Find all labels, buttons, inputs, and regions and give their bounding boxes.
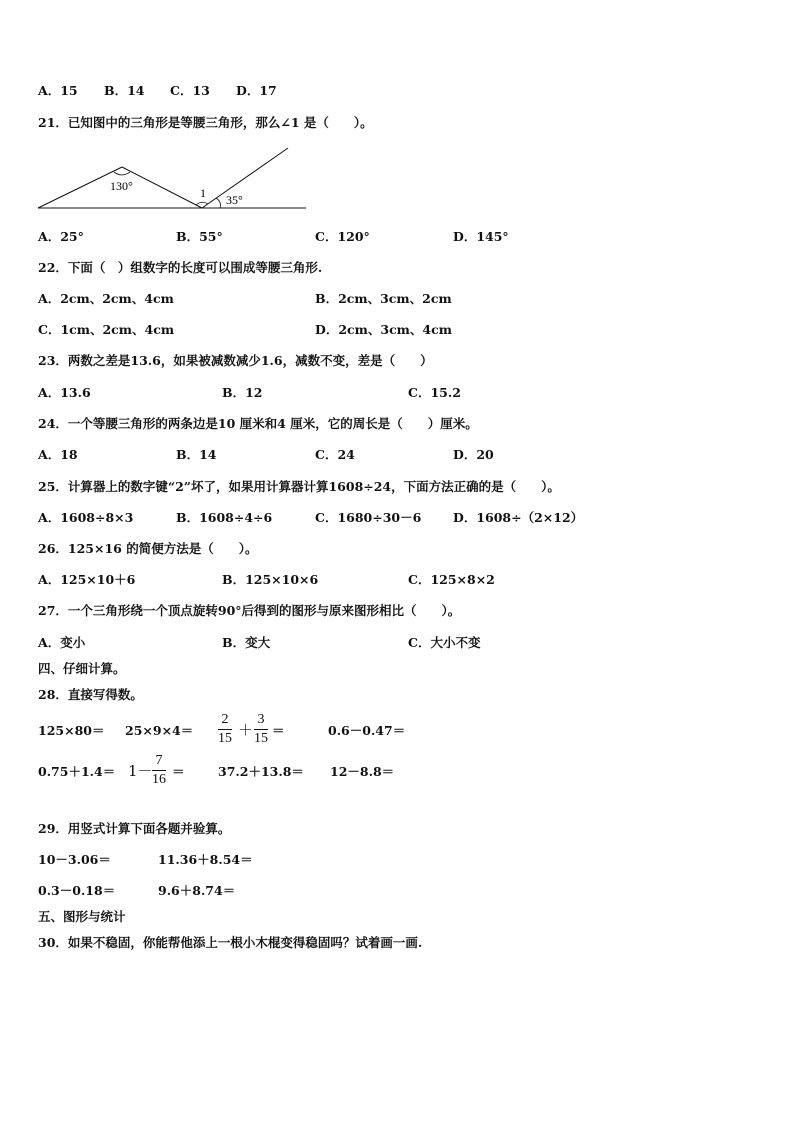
q26-option-b: B．125×10×6 [222,572,319,587]
q26-option-c: C．125×8×2 [408,572,495,587]
right-side [122,167,202,208]
q28-r2-expr-3: 37.2＋13.8＝ [218,764,304,779]
q23-option-c: C．15.2 [408,385,461,400]
q24-option-d: D．20 [453,447,494,462]
q20-option-c: C．13 [170,83,210,98]
q25-stem: 25．计算器上的数字键“2”坏了，如果用计算器计算1608÷24，下面方法正确的是（ ）。 [38,479,560,494]
q25-option-c: C．1680÷30－6 [315,510,422,525]
q25-option-a: A．1608÷8×3 [38,510,134,525]
q30-stem: 30．如果不稳固，你能帮他添上一根小木棍变得稳固吗？试着画一画. [38,935,423,950]
q24-option-a: A．18 [38,447,78,462]
numerator: 7 [155,753,163,768]
q21-option-a: A．25° [38,229,84,244]
q29-item-4: 9.6＋8.74＝ [158,883,236,898]
q28-r1-expr-2: 25×9×4＝ [125,723,194,738]
q29-item-1: 10－3.06＝ [38,852,111,867]
q22-option-d: D．2cm、3cm、4cm [315,322,452,337]
denominator: 16 [152,772,166,787]
q22-option-a: A．2cm、2cm、4cm [38,291,174,306]
equals-sign: ＝ [172,764,185,779]
fraction-bar [152,770,166,771]
fraction-bar [218,729,232,730]
q22-stem: 22．下面（ ）组数字的长度可以围成等腰三角形. [38,260,323,275]
q27-stem: 27．一个三角形绕一个顶点旋转90°后得到的图形与原来图形相比（ ）。 [38,603,461,618]
q20-option-b: B．14 [104,83,145,98]
q22-option-b: B．2cm、3cm、2cm [315,291,452,306]
q26-stem: 26．125×16 的简便方法是（ ）。 [38,541,258,556]
section-4-heading: 四、仔细计算。 [38,661,126,676]
numerator: 3 [257,712,265,727]
q28-r1-fraction-1 [218,712,232,747]
q22-option-c: C．1cm、2cm、4cm [38,322,175,337]
q21-option-b: B．55° [176,229,223,244]
q23-option-b: B．12 [222,385,263,400]
q23-stem: 23．两数之差是13.6，如果被减数减少1.6，减数不变，差是（ ） [38,353,433,368]
q21-stem: 21．已知图中的三角形是等腰三角形，那么∠1 是（ ）。 [38,115,373,130]
q29-stem: 29．用竖式计算下面各题并验算。 [38,821,231,836]
plus-sign: ＋ [238,721,254,739]
angle-arc-top [114,172,130,175]
q26-option-a: A．125×10＋6 [38,572,136,587]
q27-option-c: C．大小不变 [408,635,481,650]
numerator: 2 [221,712,229,727]
angle-label-mid: 1 [200,186,206,200]
q27-option-b: B．变大 [222,635,271,650]
angle-label-top: 130° [110,179,133,193]
q28-r2-expr-1: 0.75＋1.4＝ [38,764,116,779]
equals-sign: ＝ [272,723,285,738]
q28-r1-expr-1: 125×80＝ [38,723,105,738]
q28-r1-fraction-2 [254,712,268,747]
q25-option-b: B．1608÷4÷6 [176,510,273,525]
q25-option-d: D．1608÷（2×12） [453,510,584,525]
fraction-bar [254,729,268,730]
q24-option-c: C．24 [315,447,355,462]
denominator: 15 [254,731,268,746]
q29-item-3: 0.3－0.18＝ [38,883,116,898]
q21-option-c: C．120° [315,229,370,244]
q28-r2-prefix: 1－ [128,762,153,780]
q21-triangle-figure [30,140,320,220]
q28-r2-fraction [152,753,166,788]
q24-stem: 24．一个等腰三角形的两条边是10 厘米和4 厘米，它的周长是（ ）厘米。 [38,416,478,431]
angle-label-right: 35° [226,193,243,207]
section-5-heading: 五、图形与统计 [38,909,126,924]
q28-r2-expr-4: 12－8.8＝ [330,764,395,779]
q20-option-a: A．15 [38,83,78,98]
q29-item-2: 11.36＋8.54＝ [158,852,253,867]
denominator: 15 [218,731,232,746]
angle-arc-right [216,198,221,208]
q23-option-a: A．13.6 [38,385,91,400]
q24-option-b: B．14 [176,447,217,462]
q28-stem: 28．直接写得数。 [38,687,143,702]
q20-option-d: D．17 [236,83,277,98]
q28-r1-expr-4: 0.6－0.47＝ [328,723,406,738]
extension-line [202,148,288,208]
q27-option-a: A．变小 [38,635,86,650]
q21-option-d: D．145° [453,229,509,244]
